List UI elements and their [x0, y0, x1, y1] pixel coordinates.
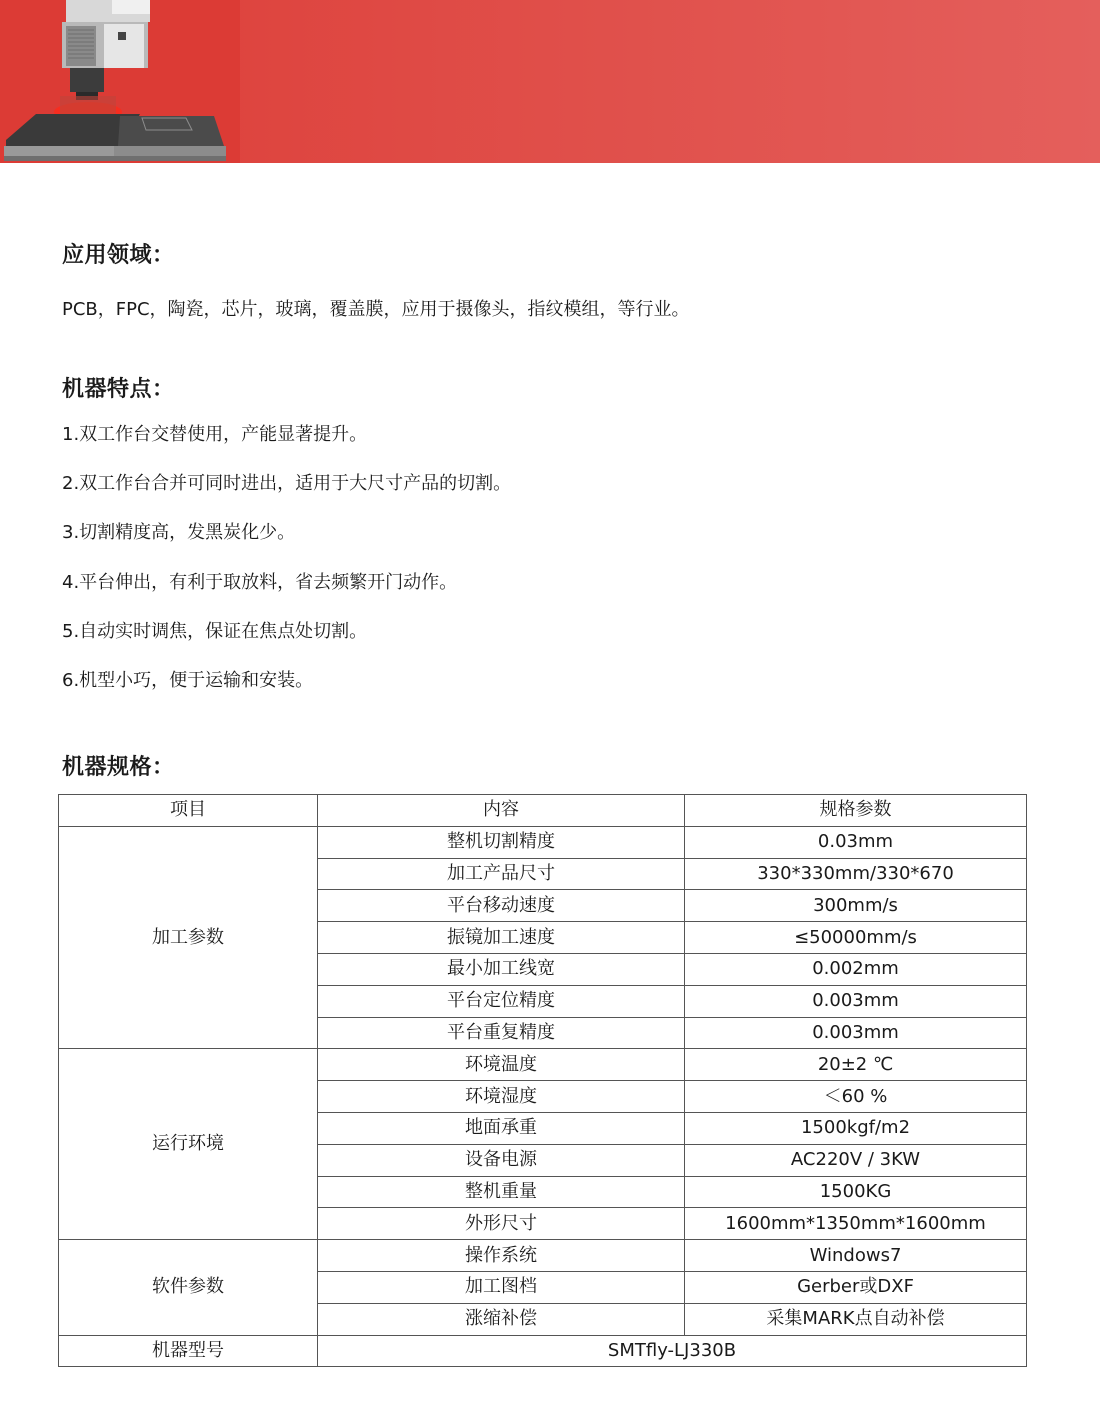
row-value: 20±2 ℃: [685, 1049, 1027, 1081]
application-title: 应用领域：: [62, 243, 175, 268]
row-label: 平台移动速度: [318, 890, 685, 922]
row-label: 平台定位精度: [318, 985, 685, 1017]
row-label: 振镜加工速度: [318, 922, 685, 954]
row-label: 外形尺寸: [318, 1208, 685, 1240]
row-label: 涨缩补偿: [318, 1303, 685, 1335]
table-row: [59, 1240, 1027, 1272]
table-row: [59, 826, 1027, 858]
row-value: AC220V / 3KW: [685, 1144, 1027, 1176]
row-label: 加工图档: [318, 1271, 685, 1303]
features-list: [62, 422, 511, 717]
row-label: 平台重复精度: [318, 1017, 685, 1049]
feature-item: 4.平台伸出，有利于取放料，省去频繁开门动作。: [62, 571, 458, 593]
header-spec: 规格参数: [685, 795, 1027, 827]
header-item: 项目: [59, 795, 318, 827]
row-label: 加工产品尺寸: [318, 858, 685, 890]
model-row: [59, 1335, 1027, 1367]
laser-machine-image: [0, 0, 240, 163]
application-text: PCB，FPC，陶瓷，芯片，玻璃，覆盖膜，应用于摄像头，指纹模组，等行业。: [62, 299, 690, 320]
row-label: 操作系统: [318, 1240, 685, 1272]
header-banner: [0, 0, 1100, 163]
row-value: Gerber或DXF: [685, 1271, 1027, 1303]
table-header-row: [59, 795, 1027, 827]
row-value: ≤50000mm/s: [685, 922, 1027, 954]
row-label: 最小加工线宽: [318, 953, 685, 985]
row-value: 采集MARK点自动补偿: [685, 1303, 1027, 1335]
specs-title: 机器规格：: [62, 755, 175, 780]
feature-item: 2.双工作台合并可同时进出，适用于大尺寸产品的切割。: [62, 473, 512, 495]
header-content: 内容: [318, 795, 685, 827]
feature-item: 5.自动实时调焦，保证在焦点处切割。: [62, 620, 368, 642]
feature-item: 3.切割精度高，发黑炭化少。: [62, 522, 296, 544]
model-value: SMTfly-LJ330B: [318, 1335, 1027, 1367]
spec-table: [58, 794, 1027, 1367]
row-value: 0.003mm: [685, 985, 1027, 1017]
row-label: 整机切割精度: [318, 826, 685, 858]
row-label: 设备电源: [318, 1144, 685, 1176]
row-value: 0.03mm: [685, 826, 1027, 858]
row-label: 环境温度: [318, 1049, 685, 1081]
group-label: 软件参数: [59, 1240, 318, 1335]
row-value: Windows7: [685, 1240, 1027, 1272]
model-label: 机器型号: [59, 1335, 318, 1367]
group-label: 运行环境: [59, 1049, 318, 1240]
row-label: 地面承重: [318, 1112, 685, 1144]
feature-item: 1.双工作台交替使用，产能显著提升。: [62, 424, 368, 445]
row-value: ＜60 %: [685, 1081, 1027, 1113]
row-label: 环境湿度: [318, 1081, 685, 1113]
row-value: 1600mm*1350mm*1600mm: [685, 1208, 1027, 1240]
table-row: [59, 1049, 1027, 1081]
row-value: 1500kgf/m2: [685, 1112, 1027, 1144]
row-value: 1500KG: [685, 1176, 1027, 1208]
feature-item: 6.机型小巧，便于运输和安装。: [62, 669, 314, 691]
row-value: 0.003mm: [685, 1017, 1027, 1049]
row-label: 整机重量: [318, 1176, 685, 1208]
group-label: 加工参数: [59, 826, 318, 1049]
row-value: 330*330mm/330*670: [685, 858, 1027, 890]
row-value: 300mm/s: [685, 890, 1027, 922]
features-title: 机器特点：: [62, 377, 175, 402]
row-value: 0.002mm: [685, 953, 1027, 985]
